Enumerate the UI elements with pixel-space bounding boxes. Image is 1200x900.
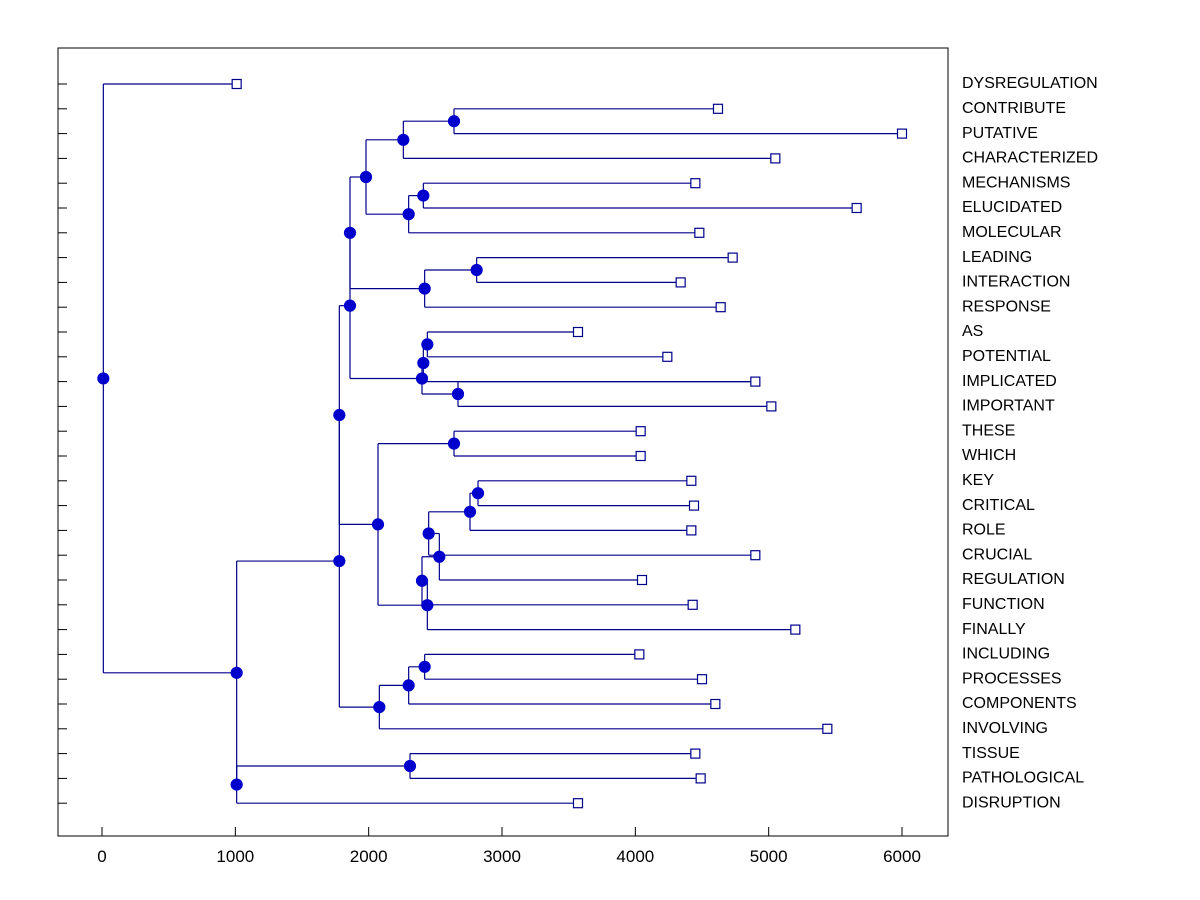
leaf-label: WHICH: [962, 447, 1017, 465]
merge-node-dot: [419, 283, 430, 294]
leaf-label: ELUCIDATED: [962, 199, 1063, 217]
merge-node-dot: [472, 488, 483, 499]
leaf-marker: [716, 303, 725, 312]
merge-node-dot: [434, 551, 445, 562]
leaf-marker: [636, 452, 645, 461]
x-tick-label: 1000: [216, 847, 255, 866]
merge-node-dot: [231, 779, 242, 790]
leaf-marker: [636, 427, 645, 436]
merge-node-dot: [398, 134, 409, 145]
merge-node-dot: [464, 506, 475, 517]
leaf-label: IMPORTANT: [962, 397, 1055, 415]
leaf-marker: [687, 526, 696, 535]
x-tick-label: 5000: [749, 847, 788, 866]
merge-node-dot: [419, 661, 430, 672]
leaf-marker: [574, 328, 583, 337]
leaf-label: INTERACTION: [962, 273, 1071, 291]
merge-node-dot: [360, 171, 371, 182]
leaf-label: TISSUE: [962, 744, 1020, 762]
leaf-label: INCLUDING: [962, 645, 1051, 663]
leaf-label: LEADING: [962, 248, 1033, 266]
x-tick-label: 6000: [883, 847, 921, 866]
leaf-label: THESE: [962, 422, 1016, 440]
leaf-marker: [695, 228, 704, 237]
merge-node-dot: [334, 409, 345, 420]
leaf-label: CRUCIAL: [962, 546, 1033, 564]
merge-node-dot: [374, 702, 385, 713]
merge-node-dot: [344, 227, 355, 238]
leaf-marker: [696, 774, 705, 783]
merge-node-dot: [98, 373, 109, 384]
merge-node-dot: [334, 555, 345, 566]
leaf-marker: [767, 402, 776, 411]
leaf-marker: [698, 675, 707, 684]
leaf-label: DYSREGULATION: [962, 75, 1098, 93]
leaf-marker: [823, 724, 832, 733]
leaf-marker: [771, 154, 780, 163]
leaf-label: CONTRIBUTE: [962, 100, 1066, 118]
merge-node-dot: [422, 339, 433, 350]
merge-node-dot: [416, 373, 427, 384]
leaf-marker: [638, 576, 647, 585]
merge-node-dot: [452, 388, 463, 399]
merge-node-dot: [344, 300, 355, 311]
merge-node-dot: [471, 264, 482, 275]
x-tick-label: 4000: [616, 847, 655, 866]
leaf-label: RESPONSE: [962, 298, 1051, 316]
leaf-marker: [791, 625, 800, 634]
leaf-label: AS: [962, 323, 984, 341]
leaf-marker: [574, 799, 583, 808]
merge-node-dot: [372, 519, 383, 530]
leaf-label: MECHANISMS: [962, 174, 1071, 192]
leaf-marker: [663, 352, 672, 361]
leaf-label: ROLE: [962, 521, 1006, 539]
plot-frame: [58, 48, 948, 836]
merge-node-dot: [418, 190, 429, 201]
leaf-label: PUTATIVE: [962, 124, 1038, 142]
leaf-marker: [714, 104, 723, 113]
merge-node-dot: [448, 438, 459, 449]
leaf-label: CRITICAL: [962, 496, 1035, 514]
leaf-label: FUNCTION: [962, 596, 1045, 614]
leaf-marker: [852, 204, 861, 213]
leaf-label: COMPONENTS: [962, 695, 1077, 713]
leaf-marker: [676, 278, 685, 287]
merge-node-dot: [403, 680, 414, 691]
leaf-label: KEY: [962, 472, 995, 490]
merge-node-dot: [416, 575, 427, 586]
x-tick-label: 3000: [483, 847, 521, 866]
leaf-label: PATHOLOGICAL: [962, 769, 1085, 787]
merge-node-dot: [231, 667, 242, 678]
leaf-marker: [751, 551, 760, 560]
merge-node-dot: [403, 209, 414, 220]
leaf-label: IMPLICATED: [962, 372, 1057, 390]
leaf-marker: [688, 600, 697, 609]
leaf-marker: [691, 749, 700, 758]
merge-node-dot: [448, 116, 459, 127]
merge-node-dot: [418, 357, 429, 368]
leaf-marker: [711, 700, 720, 709]
leaf-marker: [635, 650, 644, 659]
leaf-marker: [728, 253, 737, 262]
leaf-label: INVOLVING: [962, 720, 1048, 738]
merge-node-dot: [423, 528, 434, 539]
leaf-label: REGULATION: [962, 571, 1065, 589]
leaf-marker: [690, 501, 699, 510]
leaf-label: POTENTIAL: [962, 348, 1051, 366]
leaf-label: CHARACTERIZED: [962, 149, 1099, 167]
leaf-label: PROCESSES: [962, 670, 1062, 688]
leaf-marker: [232, 80, 241, 89]
leaf-marker: [751, 377, 760, 386]
merge-node-dot: [422, 600, 433, 611]
leaf-label: MOLECULAR: [962, 224, 1062, 242]
x-tick-label: 0: [97, 847, 107, 866]
merge-node-dot: [404, 760, 415, 771]
leaf-label: FINALLY: [962, 620, 1026, 638]
leaf-marker: [898, 129, 907, 138]
leaf-label: DISRUPTION: [962, 794, 1061, 812]
leaf-marker: [691, 179, 700, 188]
leaf-marker: [687, 476, 696, 485]
x-tick-label: 2000: [349, 847, 388, 866]
